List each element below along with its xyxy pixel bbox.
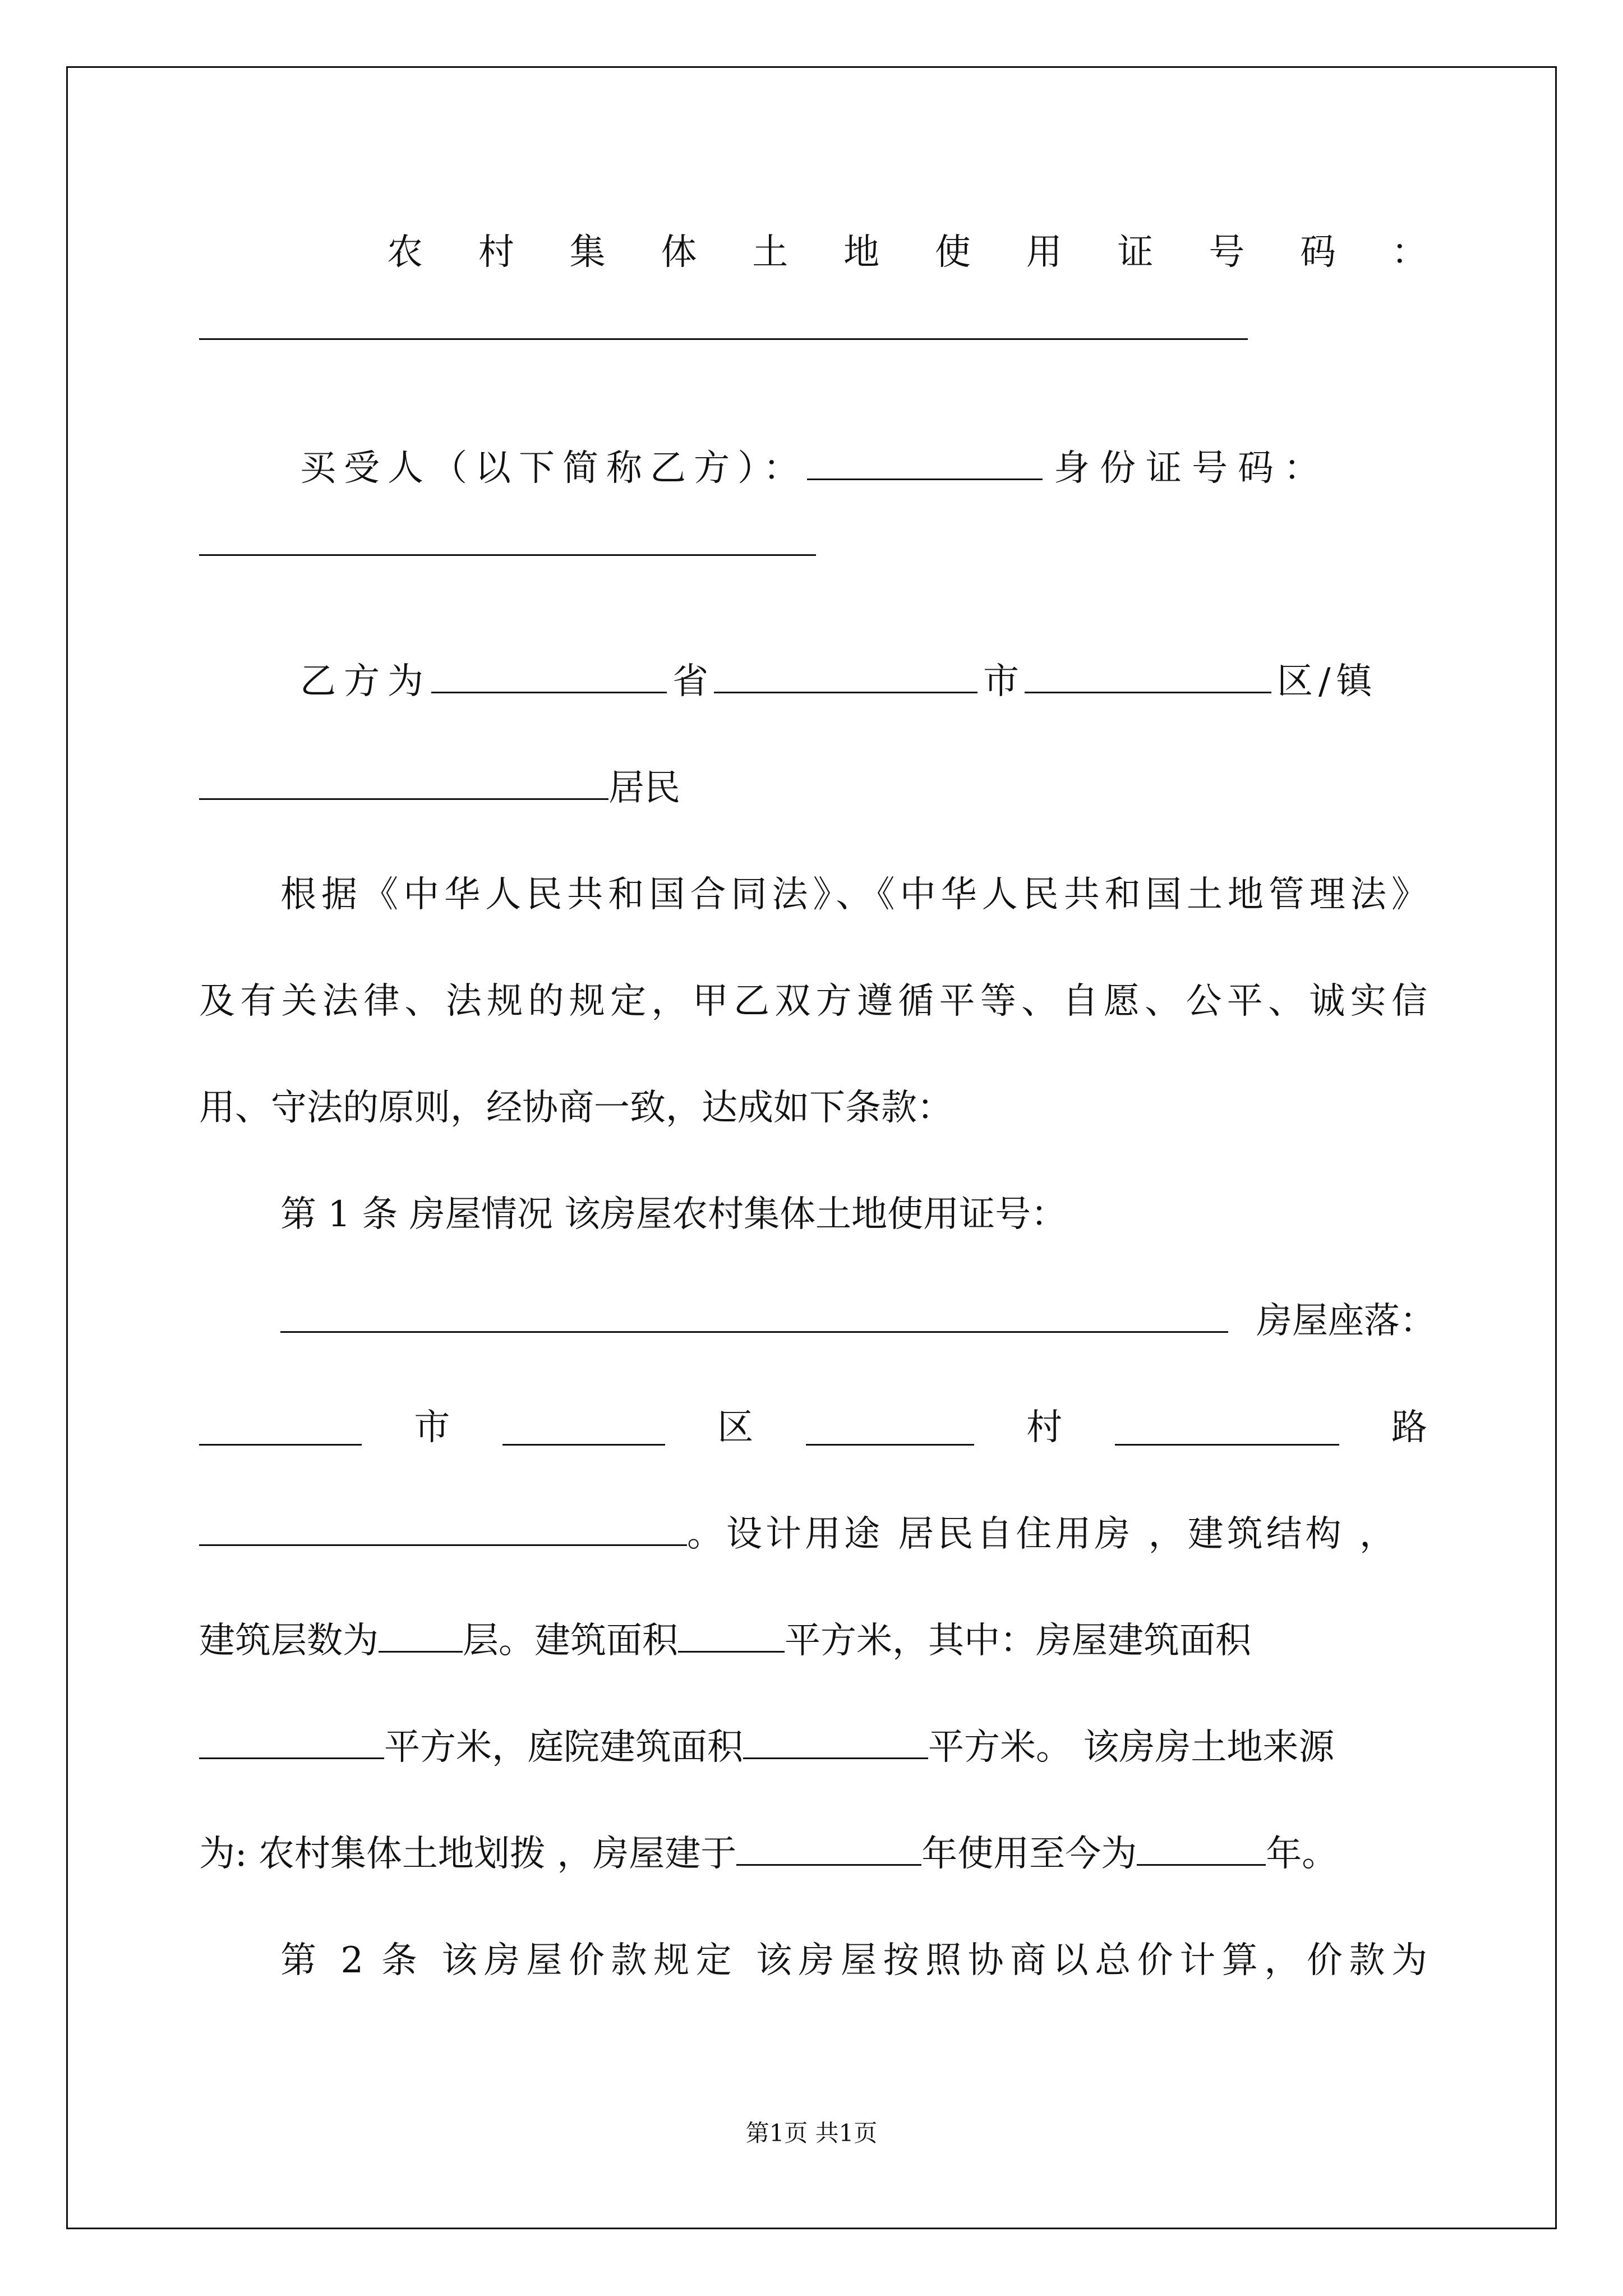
road-number-blank[interactable] bbox=[199, 1511, 687, 1546]
location-city-blank[interactable] bbox=[199, 1410, 362, 1446]
land-certificate-number-label bbox=[387, 222, 1427, 283]
location-road-label: 路 bbox=[1391, 1407, 1427, 1448]
spread-text bbox=[387, 222, 1427, 283]
buyer-name-blank[interactable] bbox=[807, 445, 1043, 480]
address-line bbox=[300, 651, 1427, 712]
heading-char: 证 bbox=[1117, 232, 1154, 273]
location-line bbox=[280, 1290, 1436, 1352]
building-area-label: 层。建筑面积 bbox=[463, 1620, 678, 1662]
heading-char: 号 bbox=[1209, 232, 1245, 273]
heading-char: 用 bbox=[1026, 232, 1062, 273]
page-border bbox=[66, 66, 1557, 2229]
years-used-label: 年使用至今为 bbox=[921, 1833, 1137, 1875]
heading-char: 农 bbox=[387, 232, 423, 273]
resident-blank[interactable] bbox=[199, 765, 608, 800]
heading-char: 使 bbox=[934, 232, 971, 273]
courtyard-area-label: 平方米，庭院建筑面积 bbox=[384, 1727, 743, 1768]
year-suffix-label: 年。 bbox=[1266, 1833, 1338, 1875]
paragraph-line-1: 根据《中华人民共和国合同法》、《中华人民共和国土地管理法》 bbox=[280, 874, 1427, 915]
province-blank[interactable] bbox=[431, 658, 667, 693]
courtyard-area-blank[interactable] bbox=[743, 1724, 928, 1759]
build-year-blank[interactable] bbox=[736, 1830, 921, 1866]
floors-area-line bbox=[199, 1610, 1427, 1672]
district-blank[interactable] bbox=[1025, 658, 1271, 693]
blank-line[interactable] bbox=[199, 521, 816, 556]
page-footer: 第1页 共1页 bbox=[745, 2119, 878, 2147]
paragraph-line-3: 用、守法的原则，经协商一致，达成如下条款： bbox=[199, 1087, 953, 1129]
heading-char: 码 bbox=[1300, 232, 1336, 273]
heading-char: 地 bbox=[843, 232, 880, 273]
article-2-heading: 第 2 条 该房屋价款规定 该房屋按照协商以总价计算，价款为 bbox=[280, 1940, 1427, 1981]
heading-char: 体 bbox=[661, 232, 697, 273]
location-detail-line bbox=[199, 1397, 1427, 1458]
heading-char: 村 bbox=[478, 232, 514, 273]
paragraph-line-2: 及有关法律、法规的规定，甲乙双方遵循平等、自愿、公平、诚实信 bbox=[199, 981, 1427, 1022]
buyer-label: 买受人（以下简称乙方）： bbox=[300, 448, 807, 489]
land-allocation-label: 为: 农村集体土地划拨 ，房屋建于 bbox=[199, 1833, 737, 1875]
heading-char: 土 bbox=[752, 232, 789, 273]
floors-label: 建筑层数为 bbox=[199, 1620, 379, 1662]
location-district-blank[interactable] bbox=[502, 1410, 665, 1446]
house-location-label: 房屋座落： bbox=[1256, 1300, 1436, 1342]
floors-blank[interactable] bbox=[379, 1617, 463, 1653]
party-b-is-label: 乙方为 bbox=[300, 661, 431, 702]
land-certificate-number-blank[interactable] bbox=[199, 297, 1427, 359]
blank-line[interactable] bbox=[199, 305, 1248, 340]
buyer-line bbox=[300, 438, 1427, 499]
land-source-line bbox=[199, 1823, 1427, 1885]
house-area-blank[interactable] bbox=[199, 1724, 384, 1759]
certificate-number-blank[interactable] bbox=[280, 1297, 1228, 1333]
building-area-blank[interactable] bbox=[678, 1617, 785, 1653]
location-district-label: 区 bbox=[717, 1407, 754, 1448]
article-1-heading: 第 1 条 房屋情况 该房屋农村集体土地使用证号： bbox=[280, 1194, 1067, 1235]
usage-structure-label: 。设计用途 居民自住用房 ，建筑结构 ， bbox=[687, 1513, 1399, 1555]
heading-char: 集 bbox=[569, 232, 606, 273]
buyer-id-label: 身份证号码： bbox=[1054, 448, 1330, 489]
location-road-blank[interactable] bbox=[1115, 1410, 1339, 1446]
resident-label: 居民 bbox=[608, 767, 680, 809]
usage-line bbox=[199, 1503, 1427, 1565]
buyer-id-blank[interactable] bbox=[199, 513, 1427, 575]
courtyard-line bbox=[199, 1717, 1427, 1778]
city-label: 市 bbox=[983, 661, 1019, 702]
location-village-blank[interactable] bbox=[806, 1410, 974, 1446]
district-town-label: 区/镇 bbox=[1277, 661, 1378, 702]
province-label: 省 bbox=[672, 661, 708, 702]
land-source-label: 平方米。 该房房土地来源 bbox=[928, 1727, 1335, 1768]
house-area-label: 平方米，其中：房屋建筑面积 bbox=[785, 1620, 1251, 1662]
resident-line bbox=[199, 757, 1427, 819]
location-city-label: 市 bbox=[414, 1407, 450, 1448]
location-village-label: 村 bbox=[1026, 1407, 1063, 1448]
heading-char: ： bbox=[1391, 232, 1427, 273]
city-blank[interactable] bbox=[714, 658, 978, 693]
years-used-blank[interactable] bbox=[1137, 1830, 1266, 1866]
